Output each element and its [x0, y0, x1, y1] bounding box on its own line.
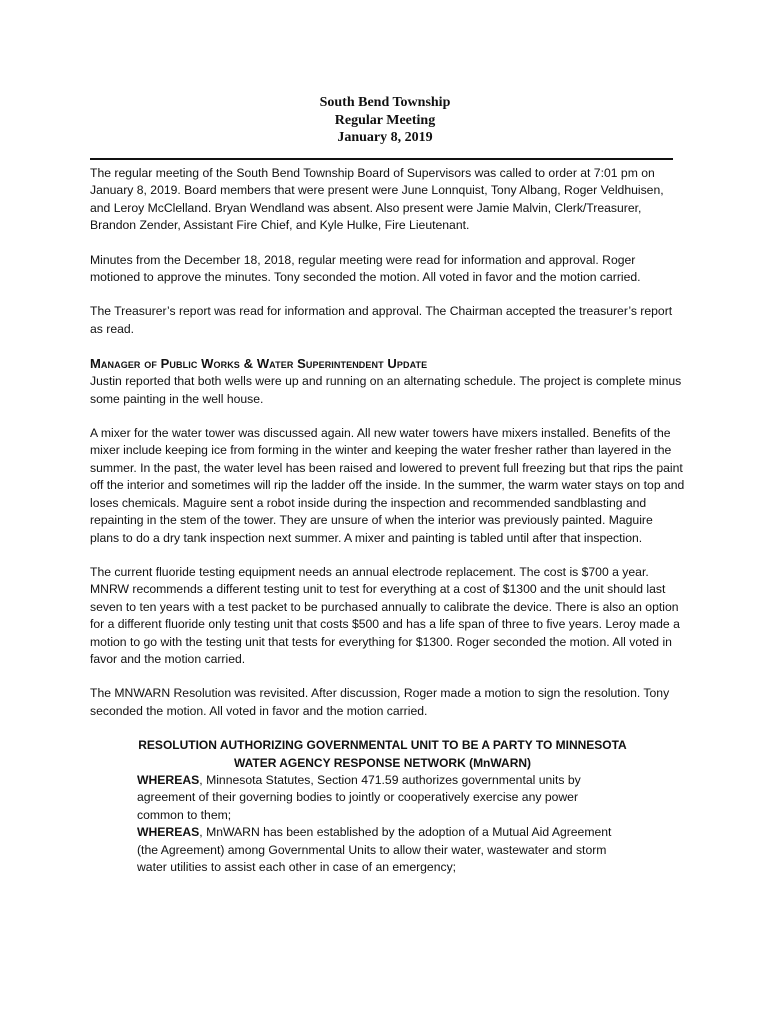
mixer-paragraph: A mixer for the water tower was discussed again. All new water towers have mixers installed. Benefits of the mixer include keeping ice from forming in the winter and keeping the water fresher rather than layered in the summer. In the past, the water level has been raised and lowered to prevent full freezing but that rips the paint off the interior and sometimes will rip the ladder off the inside. In the summer, the warm water stays on top and loses chemicals. Maguire sent a robot inside during the inspection and recommended sandblasting and repainting in the stem of the tower. They are unsure of when the interior was previously painted. Maguire plans to do a dry tank inspection next summer. A mixer and painting is tabled until after that inspection.	[90, 426, 685, 545]
mnwarn-paragraph: The MNWARN Resolution was revisited. After discussion, Roger made a motion to sign the resolution. Tony seconded the motion. All voted in favor and the motion carried.	[90, 686, 670, 718]
document-header	[0, 94, 770, 147]
wells-paragraph: Justin reported that both wells were up and running on an alternating schedule. The project is complete minus some painting in the well house.	[90, 374, 682, 406]
resolution-title-line-2: WATER AGENCY RESPONSE NETWORK (MnWARN)	[233, 755, 532, 770]
minutes-approval-paragraph: Minutes from the December 18, 2018, regular meeting were read for information and approval. Roger motioned to approve the minutes. Tony seconded the motion. All voted in favor and the motion carried.	[90, 252, 641, 285]
minutes-body	[90, 165, 685, 876]
whereas-clause	[137, 824, 627, 876]
whereas-clause	[137, 772, 627, 824]
township-name: South Bend Township	[319, 95, 451, 110]
treasurer-report-paragraph: The Treasurer’s report was read for information and approval. The Chairman accepted the treasurer’s report as read.	[90, 304, 673, 336]
call-to-order-paragraph: The regular meeting of the South Bend Township Board of Supervisors was called to order at 7:01 pm on January 8, 2019. Board members that were present were June Lonnquist, Tony Albang, Roger Veldhuisen, and Leroy McClelland. Bryan Wendland was absent. Also present were Jamie Malvin, Clerk/Treasurer, Brandon Zender, Assistant Fire Chief, and Kyle Hulke, Fire Lieutenant.	[90, 166, 664, 233]
meeting-type: Regular Meeting	[334, 112, 436, 128]
whereas-lead: WHEREAS	[137, 772, 200, 787]
public-works-heading: Manager of Public Works & Water Superintendent Update	[90, 356, 428, 372]
meeting-date: January 8, 2019	[337, 130, 433, 145]
header-divider	[90, 158, 673, 160]
resolution-title	[90, 737, 685, 772]
whereas-lead: WHEREAS	[137, 825, 200, 840]
resolution-title-line-1: RESOLUTION AUTHORIZING GOVERNMENTAL UNIT TO BE A PARTY TO MINNESOTA	[138, 738, 627, 753]
whereas-text: , Minnesota Statutes, Section 471.59 authorizes governmental units by agreement of their governing bodies to jointly or cooperatively exercise any power common to them;	[137, 772, 581, 822]
fluoride-paragraph: The current fluoride testing equipment needs an annual electrode replacement. The cost is $700 a year. MNRW recommends a different testing unit to test for everything at a cost of $1300 and the unit should last seven to ten years with a test packet to be purchased annually to calibrate the device. There is also an option for a different fluoride only testing unit that costs $500 and has a life span of three to five years. Leroy made a motion to go with the testing unit that tests for everything for $1300. Roger seconded the motion. All voted in favor and the motion carried.	[90, 564, 680, 666]
whereas-text: , MnWARN has been established by the adoption of a Mutual Aid Agreement (the Agreement) among Governmental Units to allow their water, wastewater and storm water utilities to assist each other in case of an emergency;	[137, 825, 612, 874]
